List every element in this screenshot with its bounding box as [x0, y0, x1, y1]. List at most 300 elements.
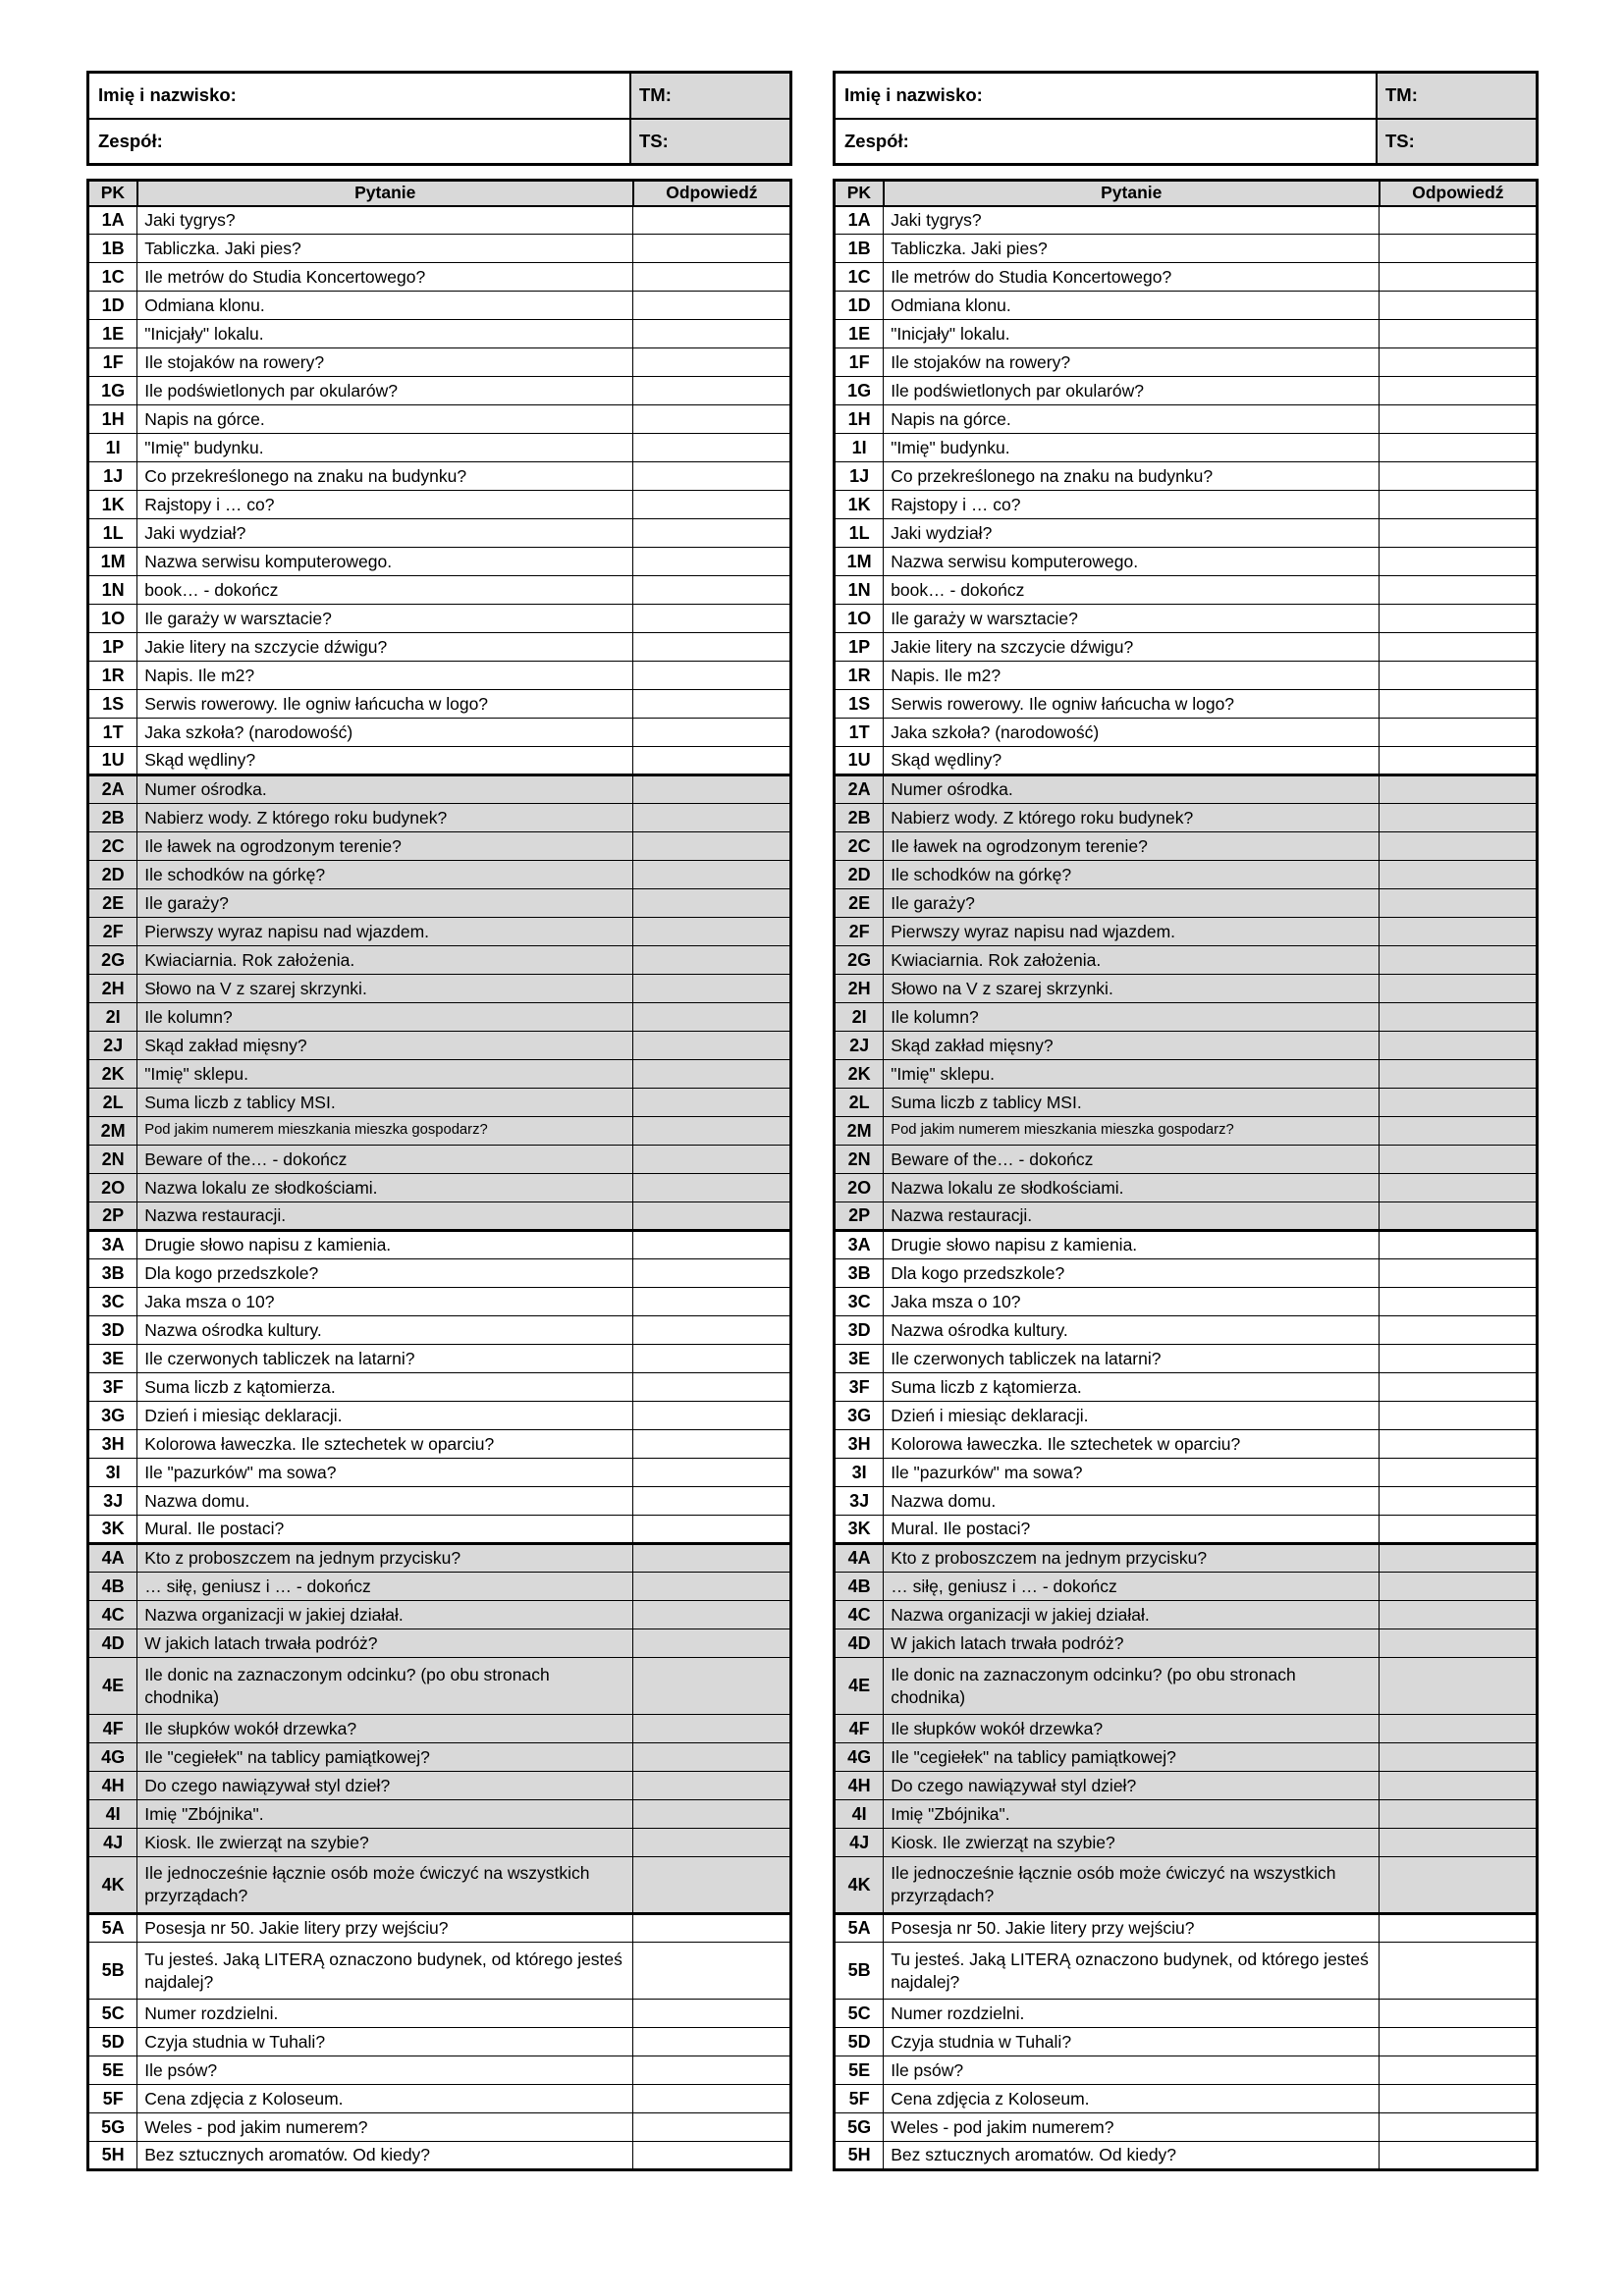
answer-cell — [1380, 206, 1538, 235]
pk-code: 1R — [835, 662, 884, 690]
answer-cell — [1380, 1089, 1538, 1117]
pk-code: 3K — [835, 1516, 884, 1544]
answer-cell — [633, 633, 791, 662]
pk-code: 2C — [835, 832, 884, 861]
answer-cell — [1380, 662, 1538, 690]
question-row-5G — [88, 2113, 791, 2142]
pk-code: 3G — [88, 1402, 137, 1430]
answer-cell — [1380, 377, 1538, 405]
answer-cell — [1380, 1430, 1538, 1459]
pk-code: 3A — [835, 1231, 884, 1259]
answer-cell — [1380, 1003, 1538, 1032]
question-text: Drugie słowo napisu z kamienia. — [137, 1231, 633, 1259]
answer-cell — [1380, 1829, 1538, 1857]
pk-code: 4G — [835, 1743, 884, 1772]
answer-cell — [1380, 975, 1538, 1003]
question-row-4D — [835, 1629, 1538, 1658]
question-text: Odmiana klonu. — [137, 292, 633, 320]
question-text: Ile schodków na górkę? — [137, 861, 633, 889]
answer-cell — [1380, 462, 1538, 491]
name-team-box — [86, 71, 792, 166]
answer-cell — [1380, 519, 1538, 548]
question-text: Ile donic na zaznaczonym odcinku? (po obu stronach chodnika) — [884, 1658, 1380, 1715]
pk-code: 1S — [88, 690, 137, 719]
answer-cell — [1380, 1373, 1538, 1402]
question-row-1K — [835, 491, 1538, 519]
answer-cell — [1380, 2000, 1538, 2028]
question-text: Kiosk. Ile zwierząt na szybie? — [137, 1829, 633, 1857]
question-row-2G — [88, 946, 791, 975]
pk-code: 2G — [88, 946, 137, 975]
question-text: "Imię" sklepu. — [884, 1060, 1380, 1089]
question-row-4A — [88, 1544, 791, 1573]
answer-cell — [633, 1629, 791, 1658]
question-row-2I — [88, 1003, 791, 1032]
answer-cell — [1380, 1943, 1538, 2000]
pk-code: 4D — [88, 1629, 137, 1658]
pk-code: 5G — [88, 2113, 137, 2142]
pk-code: 4E — [88, 1658, 137, 1715]
question-text: Słowo na V z szarej skrzynki. — [137, 975, 633, 1003]
answer-cell — [633, 1743, 791, 1772]
question-text: Kiosk. Ile zwierząt na szybie? — [884, 1829, 1380, 1857]
answer-cell — [633, 975, 791, 1003]
question-text: Ile jednocześnie łącznie osób może ćwiczyć na wszystkich przyrządach? — [884, 1857, 1380, 1914]
pk-code: 3C — [88, 1288, 137, 1316]
pk-code: 4B — [835, 1573, 884, 1601]
answer-cell — [633, 1487, 791, 1516]
question-text: book… - dokończ — [884, 576, 1380, 605]
pk-code: 1D — [835, 292, 884, 320]
answer-cell — [1380, 1032, 1538, 1060]
question-row-3F — [835, 1373, 1538, 1402]
pk-code: 5D — [88, 2028, 137, 2056]
pk-code: 5F — [835, 2085, 884, 2113]
pk-code: 1L — [835, 519, 884, 548]
answer-cell — [633, 1430, 791, 1459]
answer-cell — [633, 889, 791, 918]
answer-cell — [1380, 1544, 1538, 1573]
question-text: book… - dokończ — [137, 576, 633, 605]
question-row-3H — [88, 1430, 791, 1459]
answer-cell — [633, 405, 791, 434]
pk-code: 3G — [835, 1402, 884, 1430]
question-text: Tabliczka. Jaki pies? — [884, 235, 1380, 263]
answer-cell — [633, 1914, 791, 1943]
answer-cell — [1380, 1288, 1538, 1316]
question-row-2B — [88, 804, 791, 832]
pk-code: 4H — [88, 1772, 137, 1800]
pk-code: 2B — [835, 804, 884, 832]
question-text: Do czego nawiązywał styl dzieł? — [884, 1772, 1380, 1800]
question-text: "Inicjały" lokalu. — [884, 320, 1380, 348]
question-row-2E — [835, 889, 1538, 918]
pk-code: 1J — [88, 462, 137, 491]
question-text: Weles - pod jakim numerem? — [884, 2113, 1380, 2142]
question-text: Ile donic na zaznaczonym odcinku? (po obu stronach chodnika) — [137, 1658, 633, 1715]
question-text: Bez sztucznych aromatów. Od kiedy? — [137, 2142, 633, 2170]
answer-cell — [633, 235, 791, 263]
pk-code: 2A — [88, 775, 137, 804]
pk-code: 3K — [88, 1516, 137, 1544]
question-row-4J — [88, 1829, 791, 1857]
name-label: Imię i nazwisko: — [836, 74, 1378, 118]
question-row-2B — [835, 804, 1538, 832]
answer-sheet-copy-1 — [86, 71, 792, 2171]
question-row-1P — [88, 633, 791, 662]
pk-code: 2E — [88, 889, 137, 918]
answer-cell — [633, 1146, 791, 1174]
pk-code: 1A — [88, 206, 137, 235]
answer-cell — [633, 1032, 791, 1060]
answer-cell — [1380, 861, 1538, 889]
question-row-1F — [88, 348, 791, 377]
question-text: Jakie litery na szczycie dźwigu? — [137, 633, 633, 662]
pk-code: 1E — [835, 320, 884, 348]
question-row-3B — [835, 1259, 1538, 1288]
pk-code: 1I — [88, 434, 137, 462]
answer-cell — [1380, 1715, 1538, 1743]
answer-cell — [1380, 2113, 1538, 2142]
pk-code: 5E — [88, 2056, 137, 2085]
answer-cell — [633, 2000, 791, 2028]
question-row-1T — [835, 719, 1538, 747]
answer-cell — [1380, 491, 1538, 519]
answer-cell — [633, 918, 791, 946]
question-text: Ile stojaków na rowery? — [137, 348, 633, 377]
pk-code: 1I — [835, 434, 884, 462]
pk-code: 3I — [88, 1459, 137, 1487]
pk-code: 1U — [88, 747, 137, 775]
pk-code: 2A — [835, 775, 884, 804]
question-text: Jaka szkoła? (narodowość) — [884, 719, 1380, 747]
question-row-2J — [88, 1032, 791, 1060]
question-text: Ile jednocześnie łącznie osób może ćwiczyć na wszystkich przyrządach? — [137, 1857, 633, 1914]
question-text: Kto z proboszczem na jednym przycisku? — [137, 1544, 633, 1573]
answer-cell — [633, 1800, 791, 1829]
name-team-box — [833, 71, 1539, 166]
pk-code: 1T — [88, 719, 137, 747]
pk-code: 5H — [88, 2142, 137, 2170]
question-text: Napis. Ile m2? — [137, 662, 633, 690]
tm-label: TM: — [631, 74, 789, 118]
pk-code: 2P — [88, 1202, 137, 1231]
pk-code: 1R — [88, 662, 137, 690]
question-text: Dzień i miesiąc deklaracji. — [884, 1402, 1380, 1430]
answer-cell — [633, 1288, 791, 1316]
question-text: "Imię" sklepu. — [137, 1060, 633, 1089]
answer-cell — [1380, 633, 1538, 662]
question-text: Suma liczb z tablicy MSI. — [137, 1089, 633, 1117]
question-row-1B — [88, 235, 791, 263]
question-text: Dla kogo przedszkole? — [137, 1259, 633, 1288]
question-text: "Inicjały" lokalu. — [137, 320, 633, 348]
column-header-question: Pytanie — [884, 181, 1380, 206]
question-text: Czyja studnia w Tuhali? — [884, 2028, 1380, 2056]
question-text: Beware of the… - dokończ — [137, 1146, 633, 1174]
answer-cell — [633, 1259, 791, 1288]
question-text: Skąd wędliny? — [884, 747, 1380, 775]
pk-code: 3J — [835, 1487, 884, 1516]
pk-code: 2L — [88, 1089, 137, 1117]
pk-code: 5E — [835, 2056, 884, 2085]
pk-code: 4F — [835, 1715, 884, 1743]
question-row-1C — [88, 263, 791, 292]
question-row-5B — [835, 1943, 1538, 2000]
pk-code: 2K — [835, 1060, 884, 1089]
answer-cell — [633, 747, 791, 775]
question-row-1T — [88, 719, 791, 747]
answer-cell — [633, 1402, 791, 1430]
question-text: Nazwa domu. — [137, 1487, 633, 1516]
question-text: Ile słupków wokół drzewka? — [884, 1715, 1380, 1743]
answer-cell — [633, 2085, 791, 2113]
question-text: Skąd wędliny? — [137, 747, 633, 775]
question-row-2D — [88, 861, 791, 889]
question-row-2L — [835, 1089, 1538, 1117]
ts-label: TS: — [1378, 120, 1536, 164]
answer-cell — [1380, 889, 1538, 918]
answer-cell — [1380, 918, 1538, 946]
question-row-4H — [88, 1772, 791, 1800]
question-row-2G — [835, 946, 1538, 975]
question-text: Mural. Ile postaci? — [884, 1516, 1380, 1544]
pk-code: 1K — [835, 491, 884, 519]
question-text: Serwis rowerowy. Ile ogniw łańcucha w logo? — [137, 690, 633, 719]
answer-cell — [633, 2142, 791, 2170]
question-row-4K — [835, 1857, 1538, 1914]
answer-cell — [1380, 1402, 1538, 1430]
question-text: Nazwa restauracji. — [137, 1202, 633, 1231]
answer-cell — [633, 832, 791, 861]
question-row-2C — [88, 832, 791, 861]
question-row-3J — [88, 1487, 791, 1516]
question-text: Tu jesteś. Jaką LITERĄ oznaczono budynek, od którego jesteś najdalej? — [884, 1943, 1380, 2000]
question-text: Jaki wydział? — [884, 519, 1380, 548]
answer-cell — [1380, 2142, 1538, 2170]
pk-code: 1C — [88, 263, 137, 292]
question-text: Cena zdjęcia z Koloseum. — [884, 2085, 1380, 2113]
question-text: Jaka msza o 10? — [137, 1288, 633, 1316]
pk-code: 3B — [835, 1259, 884, 1288]
question-row-2M — [88, 1117, 791, 1146]
question-text: Ile psów? — [137, 2056, 633, 2085]
answer-cell — [1380, 1487, 1538, 1516]
pk-code: 5G — [835, 2113, 884, 2142]
question-text: Jaki wydział? — [137, 519, 633, 548]
question-row-5E — [88, 2056, 791, 2085]
answer-cell — [1380, 434, 1538, 462]
question-row-2E — [88, 889, 791, 918]
pk-code: 2M — [88, 1117, 137, 1146]
question-text: Ile "cegiełek" na tablicy pamiątkowej? — [884, 1743, 1380, 1772]
answer-cell — [633, 719, 791, 747]
question-row-2H — [835, 975, 1538, 1003]
question-row-1G — [835, 377, 1538, 405]
question-row-1P — [835, 633, 1538, 662]
question-row-1H — [835, 405, 1538, 434]
pk-code: 4C — [835, 1601, 884, 1629]
question-text: Ile metrów do Studia Koncertowego? — [884, 263, 1380, 292]
answer-cell — [633, 1174, 791, 1202]
question-row-5H — [835, 2142, 1538, 2170]
answer-cell — [633, 1459, 791, 1487]
answer-cell — [1380, 2028, 1538, 2056]
answer-cell — [1380, 1573, 1538, 1601]
pk-code: 4I — [88, 1800, 137, 1829]
question-row-4J — [835, 1829, 1538, 1857]
answer-cell — [1380, 548, 1538, 576]
pk-code: 2K — [88, 1060, 137, 1089]
question-text: Ile podświetlonych par okularów? — [884, 377, 1380, 405]
question-text: "Imię" budynku. — [884, 434, 1380, 462]
pk-code: 4A — [88, 1544, 137, 1573]
question-text: … siłę, geniusz i … - dokończ — [137, 1573, 633, 1601]
pk-code: 1P — [835, 633, 884, 662]
question-row-3I — [88, 1459, 791, 1487]
answer-cell — [633, 1089, 791, 1117]
question-row-4G — [835, 1743, 1538, 1772]
answer-cell — [633, 605, 791, 633]
question-text: Bez sztucznych aromatów. Od kiedy? — [884, 2142, 1380, 2170]
answer-cell — [1380, 719, 1538, 747]
pk-code: 2H — [88, 975, 137, 1003]
question-text: Suma liczb z kątomierza. — [137, 1373, 633, 1402]
name-label: Imię i nazwisko: — [89, 74, 631, 118]
answer-cell — [1380, 1629, 1538, 1658]
question-row-1O — [835, 605, 1538, 633]
question-text: Nazwa restauracji. — [884, 1202, 1380, 1231]
question-text: Napis. Ile m2? — [884, 662, 1380, 690]
question-text: Ile czerwonych tabliczek na latarni? — [137, 1345, 633, 1373]
question-row-4K — [88, 1857, 791, 1914]
question-row-3D — [88, 1316, 791, 1345]
pk-code: 3C — [835, 1288, 884, 1316]
question-text: Ile kolumn? — [884, 1003, 1380, 1032]
answer-cell — [1380, 605, 1538, 633]
question-text: Jaki tygrys? — [137, 206, 633, 235]
question-row-1F — [835, 348, 1538, 377]
question-row-2P — [88, 1202, 791, 1231]
answer-cell — [1380, 320, 1538, 348]
question-row-4A — [835, 1544, 1538, 1573]
pk-code: 3F — [835, 1373, 884, 1402]
pk-code: 2I — [88, 1003, 137, 1032]
question-row-1C — [835, 263, 1538, 292]
pk-code: 2J — [835, 1032, 884, 1060]
question-row-1E — [88, 320, 791, 348]
answer-cell — [633, 1658, 791, 1715]
answer-cell — [633, 1231, 791, 1259]
answer-cell — [633, 1544, 791, 1573]
pk-code: 4H — [835, 1772, 884, 1800]
question-row-1M — [835, 548, 1538, 576]
answer-cell — [633, 1829, 791, 1857]
answer-cell — [1380, 1117, 1538, 1146]
pk-code: 4A — [835, 1544, 884, 1573]
pk-code: 2C — [88, 832, 137, 861]
pk-code: 3E — [835, 1345, 884, 1373]
question-text: Słowo na V z szarej skrzynki. — [884, 975, 1380, 1003]
answer-cell — [1380, 1345, 1538, 1373]
question-text: Kwiaciarnia. Rok założenia. — [884, 946, 1380, 975]
pk-code: 2N — [88, 1146, 137, 1174]
question-text: Co przekreślonego na znaku na budynku? — [137, 462, 633, 491]
pk-code: 4E — [835, 1658, 884, 1715]
answer-cell — [633, 1516, 791, 1544]
question-row-4H — [835, 1772, 1538, 1800]
pk-code: 1L — [88, 519, 137, 548]
pk-code: 2F — [88, 918, 137, 946]
question-text: Cena zdjęcia z Koloseum. — [137, 2085, 633, 2113]
question-text: Suma liczb z tablicy MSI. — [884, 1089, 1380, 1117]
question-text: Ile garaży? — [884, 889, 1380, 918]
question-row-1D — [835, 292, 1538, 320]
question-text: Ile "cegiełek" na tablicy pamiątkowej? — [137, 1743, 633, 1772]
question-text: Tabliczka. Jaki pies? — [137, 235, 633, 263]
pk-code: 1D — [88, 292, 137, 320]
team-label: Zespół: — [836, 120, 1378, 164]
question-row-4F — [835, 1715, 1538, 1743]
answer-cell — [633, 2056, 791, 2085]
answer-cell — [633, 804, 791, 832]
question-row-5F — [88, 2085, 791, 2113]
question-row-2N — [88, 1146, 791, 1174]
question-row-3C — [88, 1288, 791, 1316]
pk-code: 4J — [835, 1829, 884, 1857]
question-row-5G — [835, 2113, 1538, 2142]
question-text: Dla kogo przedszkole? — [884, 1259, 1380, 1288]
question-row-5E — [835, 2056, 1538, 2085]
question-text: Ile stojaków na rowery? — [884, 348, 1380, 377]
question-text: Nabierz wody. Z którego roku budynek? — [884, 804, 1380, 832]
answer-cell — [1380, 1857, 1538, 1914]
question-text: W jakich latach trwała podróż? — [884, 1629, 1380, 1658]
pk-code: 4J — [88, 1829, 137, 1857]
pk-code: 4K — [88, 1857, 137, 1914]
pk-code: 3H — [88, 1430, 137, 1459]
question-row-5A — [835, 1914, 1538, 1943]
answer-cell — [633, 1715, 791, 1743]
pk-code: 2M — [835, 1117, 884, 1146]
pk-code: 1E — [88, 320, 137, 348]
question-row-2F — [88, 918, 791, 946]
question-row-1S — [835, 690, 1538, 719]
question-row-1I — [835, 434, 1538, 462]
question-row-1L — [835, 519, 1538, 548]
question-row-1H — [88, 405, 791, 434]
answer-cell — [1380, 1516, 1538, 1544]
pk-code: 3F — [88, 1373, 137, 1402]
answer-cell — [633, 1601, 791, 1629]
table-header-row — [835, 181, 1538, 206]
pk-code: 2L — [835, 1089, 884, 1117]
question-text: Do czego nawiązywał styl dzieł? — [137, 1772, 633, 1800]
question-row-1D — [88, 292, 791, 320]
question-row-1J — [88, 462, 791, 491]
answer-cell — [1380, 747, 1538, 775]
pk-code: 2B — [88, 804, 137, 832]
question-row-1K — [88, 491, 791, 519]
pk-code: 4I — [835, 1800, 884, 1829]
pk-code: 4G — [88, 1743, 137, 1772]
question-row-3A — [88, 1231, 791, 1259]
question-row-4E — [835, 1658, 1538, 1715]
question-text: Dzień i miesiąc deklaracji. — [137, 1402, 633, 1430]
question-text: Jaka msza o 10? — [884, 1288, 1380, 1316]
question-text: Suma liczb z kątomierza. — [884, 1373, 1380, 1402]
name-row — [89, 74, 789, 118]
